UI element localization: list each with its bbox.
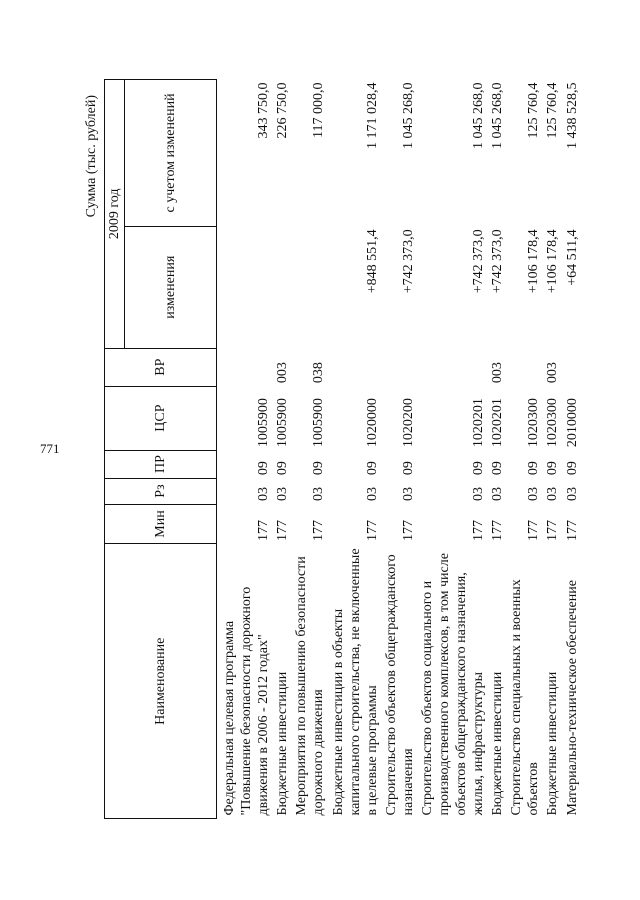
row-vr [418, 348, 488, 386]
header-vr: ВР [105, 348, 217, 386]
row-total: 1 438 528,5 [564, 82, 580, 149]
row-min: 177 [490, 520, 506, 541]
table-row [292, 80, 328, 819]
row-vr: 038 [311, 362, 327, 384]
row-total: 343 750,0 [256, 82, 272, 139]
row-rz: 03 [471, 487, 487, 502]
row-name: Материально-техническое обеспечение [564, 580, 580, 816]
header-pr: ПР [105, 450, 217, 478]
row-changes [217, 226, 274, 348]
row-name: Строительство объектов социального и производственного комплексов, в том числе объектов общегражданского назначения, жилья, инфраструктуры [419, 553, 487, 816]
row-min: 177 [400, 520, 416, 541]
row-name: Бюджетные инвестиции [275, 671, 291, 816]
row-min: 177 [564, 520, 580, 541]
row-total: 117 000,0 [311, 82, 327, 138]
row-min: 177 [364, 520, 380, 541]
header-rz: Рз [105, 478, 217, 504]
row-total: 125 760,4 [545, 82, 561, 139]
row-pr: 09 [526, 461, 542, 476]
row-vr [217, 348, 274, 386]
row-pr: 09 [490, 461, 506, 476]
header-min: Мин [105, 504, 217, 544]
row-min: 177 [275, 520, 291, 541]
row-pr: 09 [364, 461, 380, 476]
row-name: Бюджетные инвестиции [545, 671, 561, 816]
row-changes [292, 226, 328, 348]
row-total: 226 750,0 [275, 82, 291, 139]
row-vr [329, 348, 382, 386]
row-name: Федеральная целевая программа "Повышение безопасности дорожного движения в 2006 - 2012 годах" [222, 586, 272, 816]
row-csr: 1005900 [275, 398, 291, 448]
row-changes: +106 178,4 [545, 229, 561, 294]
row-pr: 09 [311, 461, 327, 476]
row-name: Строительство специальных и военных объектов [509, 579, 542, 816]
row-total: 1 171 028,4 [364, 82, 380, 149]
table-row [543, 80, 562, 819]
row-pr: 09 [564, 461, 580, 476]
row-total: 1 045 268,0 [471, 82, 487, 149]
row-name: Мероприятия по повышению безопасности дорожного движения [294, 556, 327, 816]
row-pr: 09 [275, 461, 291, 476]
row-csr: 1020000 [364, 398, 380, 448]
row-vr [507, 348, 543, 386]
row-name: Бюджетные инвестиции в объекты капитального строительства, не включенные в целевые программы [330, 548, 380, 816]
row-changes: +742 373,0 [471, 229, 487, 294]
row-vr: 003 [490, 362, 506, 384]
page-number: 771 [40, 441, 60, 456]
row-name: Бюджетные инвестиции [490, 671, 506, 816]
row-rz: 03 [545, 487, 561, 502]
header-csr: ЦСР [105, 386, 217, 450]
table-row [488, 80, 507, 819]
header-with-changes: с учетом изменений [125, 80, 217, 227]
row-pr: 09 [256, 461, 272, 476]
row-pr: 09 [471, 461, 487, 476]
row-changes: +742 373,0 [490, 229, 506, 294]
row-rz: 03 [490, 487, 506, 502]
table-row [217, 80, 274, 819]
row-vr: 003 [545, 362, 561, 384]
table-body [217, 80, 582, 819]
rotated-page [84, 79, 614, 819]
header-changes: изменения [125, 226, 217, 348]
row-vr [382, 348, 418, 386]
row-min: 177 [256, 520, 272, 541]
row-vr: 003 [275, 362, 291, 384]
row-csr: 1020201 [490, 398, 506, 448]
row-pr: 09 [400, 461, 416, 476]
header-name: Наименование [105, 544, 217, 819]
row-rz: 03 [275, 487, 291, 502]
row-csr: 1020200 [400, 398, 416, 448]
table-row [329, 80, 382, 819]
row-total: 125 760,4 [526, 82, 542, 139]
row-min: 177 [545, 520, 561, 541]
table-row [563, 80, 582, 819]
row-changes: +64 511,4 [564, 229, 580, 286]
table-header [105, 80, 217, 819]
header-year: 2009 год [105, 80, 125, 349]
row-changes: +742 373,0 [400, 229, 416, 294]
table-row [418, 80, 488, 819]
row-total: 1 045 268,0 [490, 82, 506, 149]
row-min: 177 [471, 520, 487, 541]
row-rz: 03 [400, 487, 416, 502]
row-rz: 03 [526, 487, 542, 502]
row-changes: +106 178,4 [526, 229, 542, 294]
row-changes: +848 551,4 [364, 229, 380, 294]
row-pr: 09 [545, 461, 561, 476]
row-name: Строительство объектов общегражданского назначения [383, 554, 416, 816]
row-csr: 1005900 [311, 398, 327, 448]
units-label: Сумма (тыс. рублей) [84, 95, 99, 218]
row-csr: 1005900 [256, 398, 272, 448]
row-vr [563, 348, 582, 386]
row-rz: 03 [256, 487, 272, 502]
table-row [507, 80, 543, 819]
row-csr: 1020300 [545, 398, 561, 448]
row-csr: 2010000 [564, 398, 580, 448]
row-min: 177 [311, 520, 327, 541]
row-csr: 1020201 [471, 398, 487, 448]
budget-table [104, 79, 582, 819]
row-csr: 1020300 [526, 398, 542, 448]
row-rz: 03 [364, 487, 380, 502]
row-rz: 03 [311, 487, 327, 502]
table-row [273, 80, 292, 819]
row-rz: 03 [564, 487, 580, 502]
row-total: 1 045 268,0 [400, 82, 416, 149]
row-min: 177 [526, 520, 542, 541]
row-changes [273, 226, 292, 348]
table-row [382, 80, 418, 819]
